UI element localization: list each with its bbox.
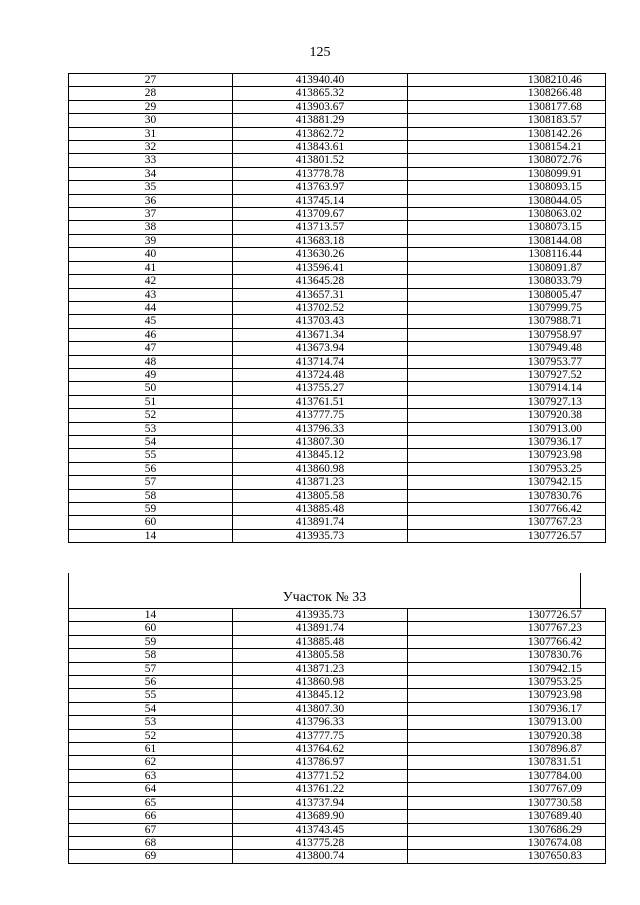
coordinates-table-bottom xyxy=(68,608,606,864)
table-row xyxy=(69,689,606,702)
x-coordinate-cell: 413671.34 xyxy=(233,328,408,341)
x-coordinate-cell: 413786.97 xyxy=(233,756,408,769)
x-coordinate-cell: 413871.23 xyxy=(233,476,408,489)
y-coordinate-cell: 1307831.51 xyxy=(408,756,606,769)
y-coordinate-cell: 1307896.87 xyxy=(408,743,606,756)
x-coordinate-cell: 413871.23 xyxy=(233,662,408,675)
table-row xyxy=(69,181,606,194)
y-coordinate-cell: 1307689.40 xyxy=(408,810,606,823)
x-coordinate-cell: 413771.52 xyxy=(233,769,408,782)
point-number-cell: 34 xyxy=(69,167,233,180)
x-coordinate-cell: 413807.30 xyxy=(233,702,408,715)
table-row xyxy=(69,100,606,113)
y-coordinate-cell: 1307830.76 xyxy=(408,649,606,662)
table-row xyxy=(69,328,606,341)
x-coordinate-cell: 413935.73 xyxy=(233,529,408,542)
y-coordinate-cell: 1307920.38 xyxy=(408,729,606,742)
point-number-cell: 40 xyxy=(69,248,233,261)
point-number-cell: 52 xyxy=(69,729,233,742)
table-row xyxy=(69,435,606,448)
x-coordinate-cell: 413761.22 xyxy=(233,783,408,796)
point-number-cell: 46 xyxy=(69,328,233,341)
x-coordinate-cell: 413596.41 xyxy=(233,261,408,274)
y-coordinate-cell: 1307830.76 xyxy=(408,489,606,502)
point-number-cell: 55 xyxy=(69,689,233,702)
point-number-cell: 48 xyxy=(69,355,233,368)
y-coordinate-cell: 1307674.08 xyxy=(408,836,606,849)
y-coordinate-cell: 1307686.29 xyxy=(408,823,606,836)
x-coordinate-cell: 413845.12 xyxy=(233,689,408,702)
x-coordinate-cell: 413903.67 xyxy=(233,100,408,113)
table-row xyxy=(69,382,606,395)
table-row xyxy=(69,194,606,207)
x-coordinate-cell: 413689.90 xyxy=(233,810,408,823)
y-coordinate-cell: 1307767.23 xyxy=(408,622,606,635)
y-coordinate-cell: 1307766.42 xyxy=(408,635,606,648)
table-row xyxy=(69,248,606,261)
point-number-cell: 60 xyxy=(69,622,233,635)
table-row xyxy=(69,476,606,489)
point-number-cell: 62 xyxy=(69,756,233,769)
table-row xyxy=(69,87,606,100)
x-coordinate-cell: 413703.43 xyxy=(233,315,408,328)
x-coordinate-cell: 413724.48 xyxy=(233,368,408,381)
y-coordinate-cell: 1307767.09 xyxy=(408,783,606,796)
y-coordinate-cell: 1307953.77 xyxy=(408,355,606,368)
y-coordinate-cell: 1308072.76 xyxy=(408,154,606,167)
table-row xyxy=(69,622,606,635)
y-coordinate-cell: 1307726.57 xyxy=(408,529,606,542)
x-coordinate-cell: 413796.33 xyxy=(233,716,408,729)
point-number-cell: 59 xyxy=(69,635,233,648)
coordinates-table-top xyxy=(68,73,606,543)
point-number-cell: 45 xyxy=(69,315,233,328)
x-coordinate-cell: 413745.14 xyxy=(233,194,408,207)
y-coordinate-cell: 1308099.91 xyxy=(408,167,606,180)
table-row xyxy=(69,503,606,516)
x-coordinate-cell: 413860.98 xyxy=(233,462,408,475)
x-coordinate-cell: 413805.58 xyxy=(233,489,408,502)
table-row xyxy=(69,422,606,435)
point-number-cell: 44 xyxy=(69,301,233,314)
y-coordinate-cell: 1307914.14 xyxy=(408,382,606,395)
section-title: Участок № 33 xyxy=(282,590,367,605)
point-number-cell: 43 xyxy=(69,288,233,301)
x-coordinate-cell: 413845.12 xyxy=(233,449,408,462)
y-coordinate-cell: 1308063.02 xyxy=(408,208,606,221)
point-number-cell: 51 xyxy=(69,395,233,408)
table-row xyxy=(69,836,606,849)
coordinates-table-bottom-body xyxy=(69,609,606,864)
table-row xyxy=(69,609,606,622)
x-coordinate-cell: 413775.28 xyxy=(233,836,408,849)
table-row xyxy=(69,275,606,288)
x-coordinate-cell: 413805.58 xyxy=(233,649,408,662)
y-coordinate-cell: 1308091.87 xyxy=(408,261,606,274)
table-row xyxy=(69,662,606,675)
point-number-cell: 28 xyxy=(69,87,233,100)
point-number-cell: 54 xyxy=(69,702,233,715)
table-row xyxy=(69,288,606,301)
table-row xyxy=(69,395,606,408)
x-coordinate-cell: 413764.62 xyxy=(233,743,408,756)
y-coordinate-cell: 1307767.23 xyxy=(408,516,606,529)
table-row xyxy=(69,342,606,355)
point-number-cell: 32 xyxy=(69,141,233,154)
y-coordinate-cell: 1307730.58 xyxy=(408,796,606,809)
table-row xyxy=(69,850,606,863)
point-number-cell: 39 xyxy=(69,234,233,247)
table-row xyxy=(69,649,606,662)
y-coordinate-cell: 1307958.97 xyxy=(408,328,606,341)
y-coordinate-cell: 1307920.38 xyxy=(408,409,606,422)
point-number-cell: 47 xyxy=(69,342,233,355)
point-number-cell: 66 xyxy=(69,810,233,823)
x-coordinate-cell: 413891.74 xyxy=(233,622,408,635)
point-number-cell: 69 xyxy=(69,850,233,863)
x-coordinate-cell: 413796.33 xyxy=(233,422,408,435)
point-number-cell: 56 xyxy=(69,462,233,475)
y-coordinate-cell: 1308033.79 xyxy=(408,275,606,288)
point-number-cell: 52 xyxy=(69,409,233,422)
x-coordinate-cell: 413885.48 xyxy=(233,635,408,648)
y-coordinate-cell: 1308144.08 xyxy=(408,234,606,247)
point-number-cell: 30 xyxy=(69,114,233,127)
x-coordinate-cell: 413860.98 xyxy=(233,676,408,689)
point-number-cell: 55 xyxy=(69,449,233,462)
y-coordinate-cell: 1307923.98 xyxy=(408,449,606,462)
point-number-cell: 58 xyxy=(69,489,233,502)
table-row xyxy=(69,796,606,809)
x-coordinate-cell: 413763.97 xyxy=(233,181,408,194)
page-number: 125 xyxy=(309,45,331,60)
point-number-cell: 35 xyxy=(69,181,233,194)
x-coordinate-cell: 413778.78 xyxy=(233,167,408,180)
point-number-cell: 60 xyxy=(69,516,233,529)
table-row xyxy=(69,127,606,140)
point-number-cell: 38 xyxy=(69,221,233,234)
table-row xyxy=(69,716,606,729)
table-row xyxy=(69,810,606,823)
y-coordinate-cell: 1307913.00 xyxy=(408,716,606,729)
point-number-cell: 64 xyxy=(69,783,233,796)
table-row xyxy=(69,74,606,87)
table-row xyxy=(69,516,606,529)
y-coordinate-cell: 1307953.25 xyxy=(408,676,606,689)
table-row xyxy=(69,769,606,782)
y-coordinate-cell: 1307913.00 xyxy=(408,422,606,435)
point-number-cell: 37 xyxy=(69,208,233,221)
x-coordinate-cell: 413761.51 xyxy=(233,395,408,408)
x-coordinate-cell: 413743.45 xyxy=(233,823,408,836)
x-coordinate-cell: 413709.67 xyxy=(233,208,408,221)
y-coordinate-cell: 1307726.57 xyxy=(408,609,606,622)
x-coordinate-cell: 413683.18 xyxy=(233,234,408,247)
point-number-cell: 53 xyxy=(69,716,233,729)
x-coordinate-cell: 413862.72 xyxy=(233,127,408,140)
y-coordinate-cell: 1308073.15 xyxy=(408,221,606,234)
x-coordinate-cell: 413777.75 xyxy=(233,729,408,742)
x-coordinate-cell: 413714.74 xyxy=(233,355,408,368)
point-number-cell: 53 xyxy=(69,422,233,435)
table-row xyxy=(69,529,606,542)
y-coordinate-cell: 1307999.75 xyxy=(408,301,606,314)
y-coordinate-cell: 1307953.25 xyxy=(408,462,606,475)
table-row xyxy=(69,141,606,154)
y-coordinate-cell: 1307927.52 xyxy=(408,368,606,381)
x-coordinate-cell: 413843.61 xyxy=(233,141,408,154)
x-coordinate-cell: 413657.31 xyxy=(233,288,408,301)
x-coordinate-cell: 413702.52 xyxy=(233,301,408,314)
y-coordinate-cell: 1308154.21 xyxy=(408,141,606,154)
point-number-cell: 14 xyxy=(69,609,233,622)
point-number-cell: 31 xyxy=(69,127,233,140)
y-coordinate-cell: 1307936.17 xyxy=(408,702,606,715)
table-row xyxy=(69,368,606,381)
x-coordinate-cell: 413800.74 xyxy=(233,850,408,863)
y-coordinate-cell: 1307650.83 xyxy=(408,850,606,863)
x-coordinate-cell: 413755.27 xyxy=(233,382,408,395)
point-number-cell: 67 xyxy=(69,823,233,836)
y-coordinate-cell: 1307936.17 xyxy=(408,435,606,448)
x-coordinate-cell: 413737.94 xyxy=(233,796,408,809)
point-number-cell: 33 xyxy=(69,154,233,167)
y-coordinate-cell: 1308177.68 xyxy=(408,100,606,113)
table-row xyxy=(69,635,606,648)
table-row xyxy=(69,221,606,234)
x-coordinate-cell: 413801.52 xyxy=(233,154,408,167)
point-number-cell: 63 xyxy=(69,769,233,782)
table-row xyxy=(69,462,606,475)
y-coordinate-cell: 1307942.15 xyxy=(408,476,606,489)
x-coordinate-cell: 413935.73 xyxy=(233,609,408,622)
section-header-box xyxy=(68,573,581,608)
x-coordinate-cell: 413885.48 xyxy=(233,503,408,516)
y-coordinate-cell: 1308116.44 xyxy=(408,248,606,261)
table-row xyxy=(69,409,606,422)
point-number-cell: 57 xyxy=(69,662,233,675)
y-coordinate-cell: 1308266.48 xyxy=(408,87,606,100)
table-row xyxy=(69,756,606,769)
point-number-cell: 59 xyxy=(69,503,233,516)
y-coordinate-cell: 1308044.05 xyxy=(408,194,606,207)
point-number-cell: 68 xyxy=(69,836,233,849)
point-number-cell: 29 xyxy=(69,100,233,113)
table-row xyxy=(69,208,606,221)
point-number-cell: 65 xyxy=(69,796,233,809)
point-number-cell: 50 xyxy=(69,382,233,395)
point-number-cell: 27 xyxy=(69,74,233,87)
point-number-cell: 56 xyxy=(69,676,233,689)
x-coordinate-cell: 413891.74 xyxy=(233,516,408,529)
x-coordinate-cell: 413807.30 xyxy=(233,435,408,448)
table-row xyxy=(69,449,606,462)
table-row xyxy=(69,355,606,368)
x-coordinate-cell: 413777.75 xyxy=(233,409,408,422)
point-number-cell: 54 xyxy=(69,435,233,448)
table-row xyxy=(69,823,606,836)
y-coordinate-cell: 1308142.26 xyxy=(408,127,606,140)
y-coordinate-cell: 1307766.42 xyxy=(408,503,606,516)
point-number-cell: 14 xyxy=(69,529,233,542)
y-coordinate-cell: 1307988.71 xyxy=(408,315,606,328)
table-row xyxy=(69,234,606,247)
table-row xyxy=(69,743,606,756)
table-row xyxy=(69,301,606,314)
x-coordinate-cell: 413881.29 xyxy=(233,114,408,127)
y-coordinate-cell: 1308005.47 xyxy=(408,288,606,301)
point-number-cell: 58 xyxy=(69,649,233,662)
table-row xyxy=(69,167,606,180)
x-coordinate-cell: 413645.28 xyxy=(233,275,408,288)
coordinates-table-top-body xyxy=(69,74,606,543)
y-coordinate-cell: 1307784.00 xyxy=(408,769,606,782)
y-coordinate-cell: 1308210.46 xyxy=(408,74,606,87)
x-coordinate-cell: 413673.94 xyxy=(233,342,408,355)
table-row xyxy=(69,114,606,127)
y-coordinate-cell: 1307923.98 xyxy=(408,689,606,702)
y-coordinate-cell: 1308093.15 xyxy=(408,181,606,194)
point-number-cell: 42 xyxy=(69,275,233,288)
table-row xyxy=(69,676,606,689)
table-row xyxy=(69,261,606,274)
x-coordinate-cell: 413713.57 xyxy=(233,221,408,234)
table-row xyxy=(69,783,606,796)
table-row xyxy=(69,489,606,502)
y-coordinate-cell: 1307942.15 xyxy=(408,662,606,675)
y-coordinate-cell: 1308183.57 xyxy=(408,114,606,127)
point-number-cell: 61 xyxy=(69,743,233,756)
table-row xyxy=(69,315,606,328)
point-number-cell: 57 xyxy=(69,476,233,489)
x-coordinate-cell: 413865.32 xyxy=(233,87,408,100)
table-row xyxy=(69,729,606,742)
table-row xyxy=(69,154,606,167)
point-number-cell: 49 xyxy=(69,368,233,381)
point-number-cell: 41 xyxy=(69,261,233,274)
table-row xyxy=(69,702,606,715)
y-coordinate-cell: 1307927.13 xyxy=(408,395,606,408)
y-coordinate-cell: 1307949.48 xyxy=(408,342,606,355)
x-coordinate-cell: 413940.40 xyxy=(233,74,408,87)
point-number-cell: 36 xyxy=(69,194,233,207)
x-coordinate-cell: 413630.26 xyxy=(233,248,408,261)
